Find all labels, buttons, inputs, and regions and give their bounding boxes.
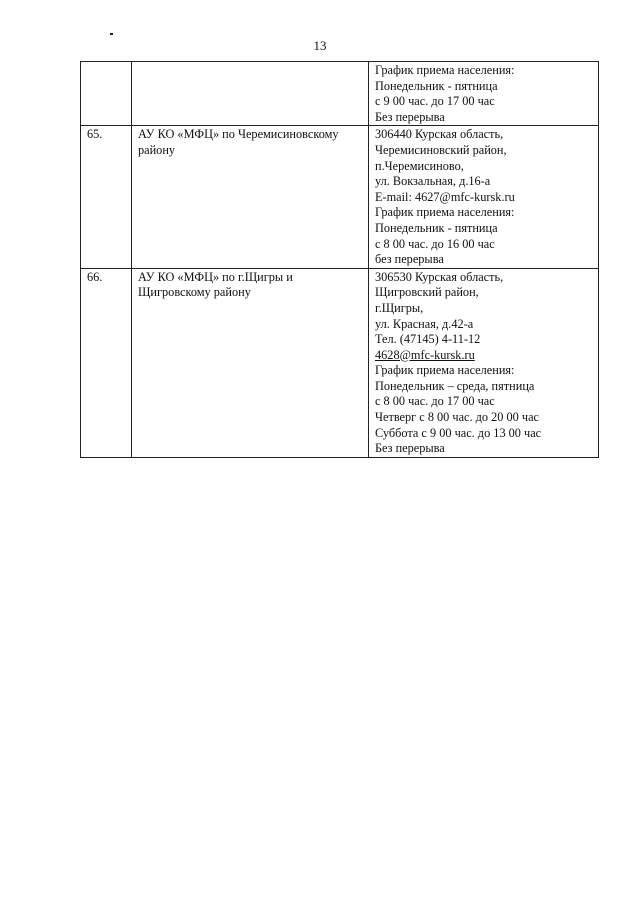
organization-cell: АУ КО «МФЦ» по г.Щигры и Щигровскому району	[132, 268, 369, 457]
schedule-weekdays: Понедельник – среда, пятница	[375, 378, 535, 393]
schedule-title: График приема населения:	[375, 63, 515, 77]
address-locality: п.Черемисиново,	[375, 158, 464, 173]
stray-mark	[110, 33, 113, 35]
address-schedule-cell	[369, 62, 599, 126]
phone-text: Тел. (47145) 4-11-12	[375, 332, 481, 347]
email-link[interactable]: 4628@mfc-kursk.ru	[375, 347, 475, 362]
address-district: Черемисиновский район,	[375, 142, 507, 157]
address-locality: г.Щигры,	[375, 300, 424, 315]
row-number-cell: 65.	[81, 126, 132, 268]
schedule-days: Понедельник - пятница	[375, 220, 498, 235]
schedule-hours: с 8 00 час. до 16 00 час	[375, 236, 495, 251]
address-postcode-region: 306530 Курская область,	[375, 269, 504, 284]
schedule-saturday: Суббота с 9 00 час. до 13 00 час	[375, 425, 542, 440]
schedule-thursday: Четверг с 8 00 час. до 20 00 час	[375, 410, 539, 425]
row-number-cell: 66.	[81, 268, 132, 457]
schedule-days: Понедельник - пятница	[375, 78, 498, 93]
table-row	[81, 126, 599, 268]
organization-cell	[132, 62, 369, 126]
row-number-cell	[81, 62, 132, 126]
address-schedule-cell	[369, 268, 599, 457]
address-street: ул. Вокзальная, д.16-а	[375, 174, 491, 189]
schedule-weekday-hours: с 8 00 час. до 17 00 час	[375, 394, 495, 409]
mfc-offices-table	[80, 61, 599, 458]
address-postcode-region: 306440 Курская область,	[375, 127, 504, 142]
organization-cell: АУ КО «МФЦ» по Черемисиновскому району	[132, 126, 369, 268]
schedule-break: без перерыва	[375, 252, 444, 267]
schedule-title: График приема населения:	[375, 205, 515, 220]
table-row	[81, 268, 599, 457]
address-street: ул. Красная, д.42-а	[375, 316, 474, 331]
email-text: E-mail: 4627@mfc-kursk.ru	[375, 189, 515, 204]
page-number: 13	[313, 38, 327, 53]
schedule-break: Без перерыва	[375, 441, 445, 456]
schedule-title: График приема населения:	[375, 363, 515, 378]
address-district: Щигровский район,	[375, 285, 479, 300]
table-row	[81, 62, 599, 126]
address-schedule-cell	[369, 126, 599, 268]
schedule-hours: с 9 00 час. до 17 00 час	[375, 94, 495, 109]
schedule-break: Без перерыва	[375, 109, 445, 124]
